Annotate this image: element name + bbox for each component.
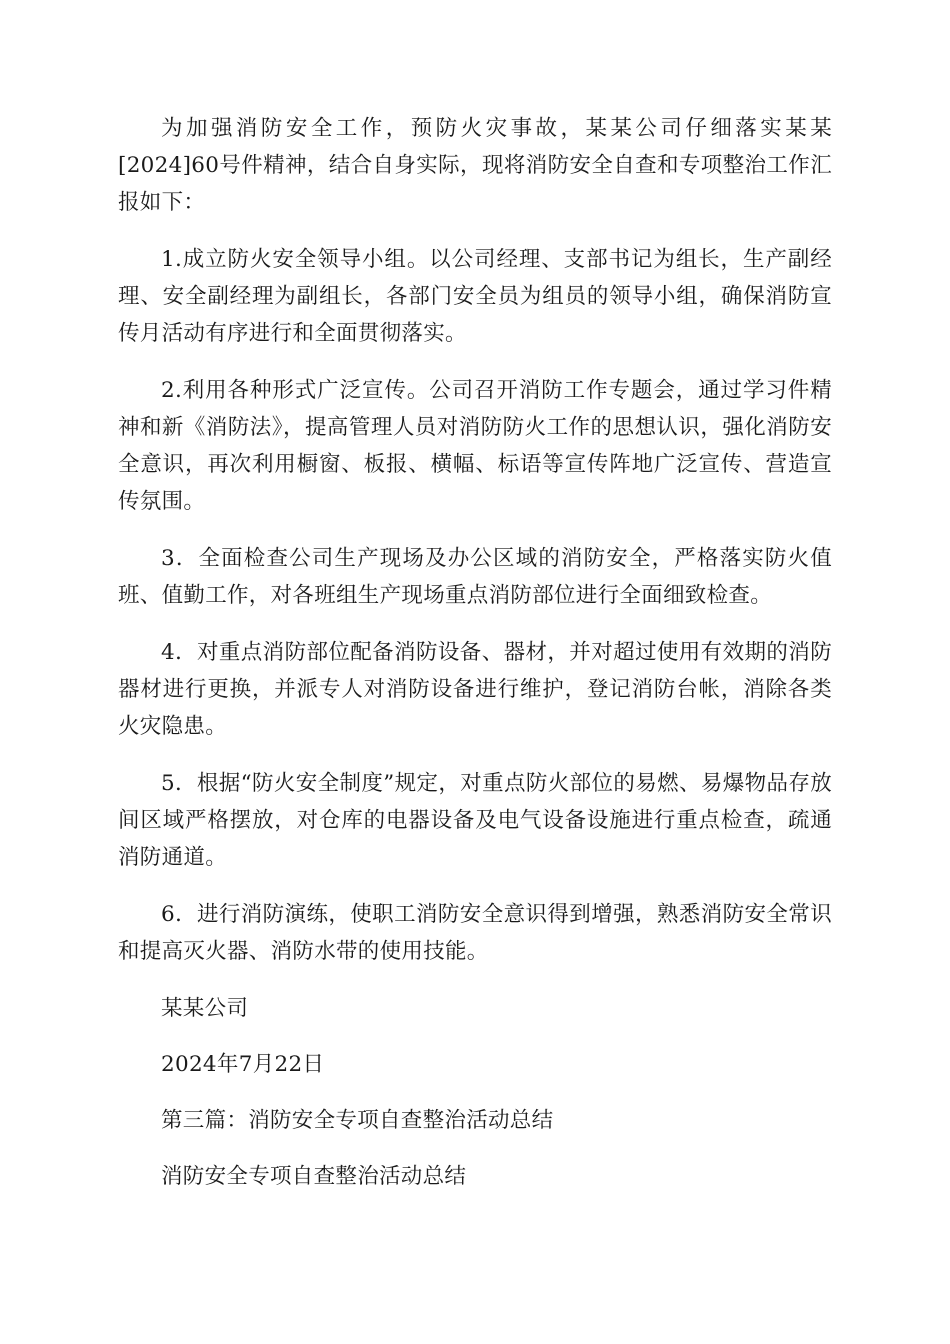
item-2-paragraph: 2.利用各种形式广泛宣传。公司召开消防工作专题会，通过学习件精神和新《消防法》，提高管理人员对消防防火工作的思想认识，强化消防安全意识，再次利用橱窗、板报、横幅、标语等宣传阵地广泛宣传、营造宣传氛围。 — [118, 378, 832, 514]
signature-company: 某某公司 — [161, 996, 249, 1021]
item-3-paragraph: 3．全面检查公司生产现场及办公区域的消防安全，严格落实防火值班、值勤工作，对各班组生产现场重点消防部位进行全面细致检查。 — [118, 546, 832, 608]
item-1-paragraph: 1.成立防火安全领导小组。以公司经理、支部书记为组长，生产副经理、安全副经理为副组长，各部门安全员为组员的领导小组，确保消防宣传月活动有序进行和全面贯彻落实。 — [118, 247, 832, 346]
item-4-paragraph: 4．对重点消防部位配备消防设备、器材，并对超过使用有效期的消防器材进行更换，并派专人对消防设备进行维护，登记消防台帐，消除各类火灾隐患。 — [118, 640, 832, 739]
signature-date: 2024年7月22日 — [161, 1052, 325, 1077]
item-6-paragraph: 6．进行消防演练，使职工消防安全意识得到增强，熟悉消防安全常识和提高灭火器、消防水带的使用技能。 — [118, 902, 832, 964]
intro-paragraph: 为加强消防安全工作，预防火灾事故，某某公司仔细落实某某[2024]60号件精神，结合自身实际，现将消防安全自查和专项整治工作汇报如下： — [118, 116, 832, 215]
section-heading: 第三篇：消防安全专项自查整治活动总结 — [161, 1108, 554, 1133]
item-5-paragraph: 5．根据“防火安全制度”规定，对重点防火部位的易燃、易爆物品存放间区域严格摆放，对仓库的电器设备及电气设备设施进行重点检查，疏通消防通道。 — [118, 771, 832, 870]
section-title: 消防安全专项自查整治活动总结 — [161, 1164, 467, 1189]
document-body — [118, 110, 832, 1214]
